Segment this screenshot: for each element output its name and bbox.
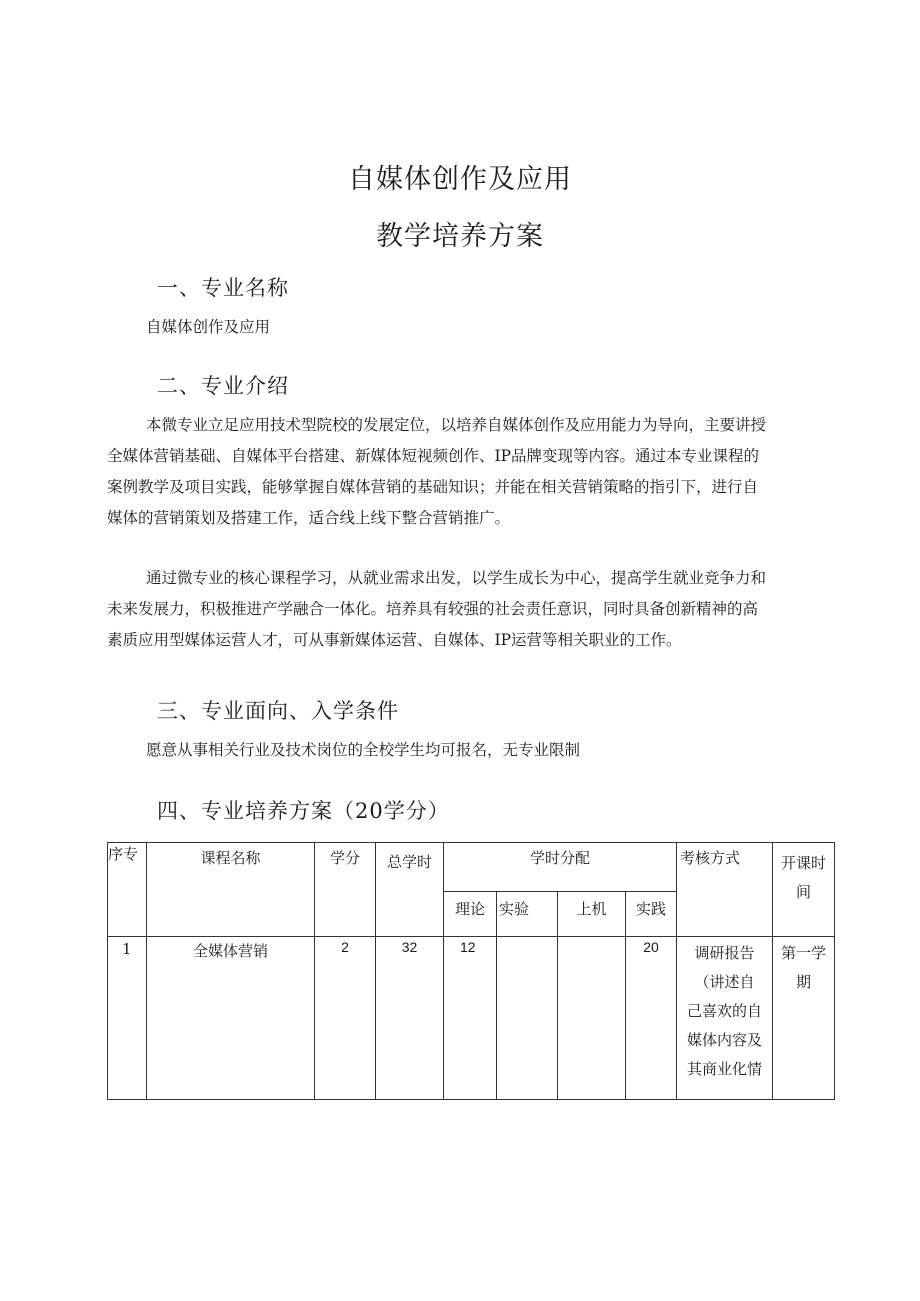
row-semester-line: 第一学 — [781, 944, 827, 962]
row-theory — [444, 937, 497, 1100]
section-2-heading: 二、专业介绍 — [157, 374, 289, 398]
header-semester — [773, 843, 835, 937]
paragraph-line: 全媒体营销基础、自媒体平台搭建、新媒体短视频创作、IP品牌变现等内容。通过本专业课程的 — [107, 447, 760, 465]
training-plan-table — [107, 842, 835, 1100]
row-experiment — [497, 937, 558, 1100]
row-total-hours — [376, 937, 444, 1100]
row-semester-line: 期 — [796, 973, 812, 991]
row-computer-text — [558, 937, 625, 939]
header-computer-text: 上机 — [576, 900, 607, 918]
row-credits — [315, 937, 376, 1100]
row-seq-text: 1 — [122, 940, 132, 958]
row-semester — [773, 937, 835, 1100]
section-2-paragraph-2 — [107, 563, 827, 656]
header-computer — [558, 892, 626, 937]
row-course-name — [147, 937, 315, 1100]
header-practice-text: 实践 — [636, 900, 667, 918]
header-theory-text: 理论 — [454, 900, 485, 918]
paragraph-line: 本微专业立足应用技术型院校的发展定位，以培养自媒体创作及应用能力为导向，主要讲授 — [146, 416, 767, 434]
row-practice — [626, 937, 677, 1100]
row-computer — [558, 937, 626, 1100]
row-assessment-line: 调研报告 — [694, 944, 755, 962]
header-hours-distribution-text: 学时分配 — [530, 849, 591, 867]
row-assessment-line: （讲述自 — [694, 973, 755, 991]
header-total-hours — [376, 843, 444, 937]
table-header-row — [108, 843, 835, 892]
section-1-body: 自媒体创作及应用 — [146, 318, 271, 336]
header-practice — [626, 892, 677, 937]
header-assessment — [677, 843, 773, 937]
paragraph-line: 案例教学及项目实践，能够掌握自媒体营销的基础知识；并能在相关营销策略的指引下，进行自 — [107, 478, 759, 496]
header-total-hours-text: 总学时 — [386, 853, 432, 871]
row-theory-text: 12 — [460, 939, 476, 955]
header-experiment-text: 实验 — [499, 900, 530, 918]
section-2-paragraph-1 — [107, 410, 827, 534]
paragraph-line: 素质应用型媒体运营人才，可从事新媒体运营、自媒体、IP运营等相关职业的工作。 — [107, 631, 682, 649]
document-subtitle: 教学培养方案 — [376, 221, 544, 252]
header-seq: 序专 — [108, 843, 147, 937]
header-course-name — [147, 843, 315, 937]
document-title: 自媒体创作及应用 — [348, 164, 572, 195]
header-theory — [444, 892, 497, 937]
row-total-hours-text: 32 — [401, 939, 418, 955]
header-credits — [315, 843, 376, 937]
row-experiment-text — [497, 937, 557, 939]
paragraph-line: 未来发展力，积极推进产学融合一体化。培养具有较强的社会责任意识，同时具备创新精神的高 — [107, 600, 759, 618]
header-credits-text: 学分 — [329, 849, 360, 867]
header-hours-distribution — [444, 843, 677, 892]
table-row — [108, 937, 835, 1100]
row-assessment-line: 其商业化情 — [687, 1060, 763, 1078]
header-assessment-text: 考核方式 — [680, 849, 741, 867]
section-3-body: 愿意从事相关行业及技术岗位的全校学生均可报名，无专业限制 — [146, 741, 581, 759]
paragraph-line: 媒体的营销策划及搭建工作，适合线上线下整合营销推广。 — [107, 509, 511, 527]
section-3-heading: 三、专业面向、入学条件 — [157, 699, 399, 723]
row-seq — [108, 937, 147, 1100]
header-semester-line: 开课时 — [781, 854, 827, 872]
row-assessment-line: 己喜欢的自 — [687, 1002, 763, 1020]
row-course-name-text: 全媒体营销 — [192, 942, 268, 960]
section-1-heading: 一、专业名称 — [157, 276, 289, 300]
row-assessment-line: 媒体内容及 — [687, 1031, 763, 1049]
row-assessment — [677, 937, 773, 1100]
header-experiment — [497, 892, 558, 937]
section-4-heading: 四、专业培养方案（20学分） — [157, 799, 450, 823]
header-semester-line: 间 — [796, 883, 812, 901]
row-credits-text: 2 — [341, 939, 349, 955]
header-course-name-text: 课程名称 — [200, 849, 261, 867]
row-practice-text: 20 — [643, 939, 659, 955]
paragraph-line: 通过微专业的核心课程学习，从就业需求出发，以学生成长为中心，提高学生就业竞争力和 — [146, 569, 767, 587]
